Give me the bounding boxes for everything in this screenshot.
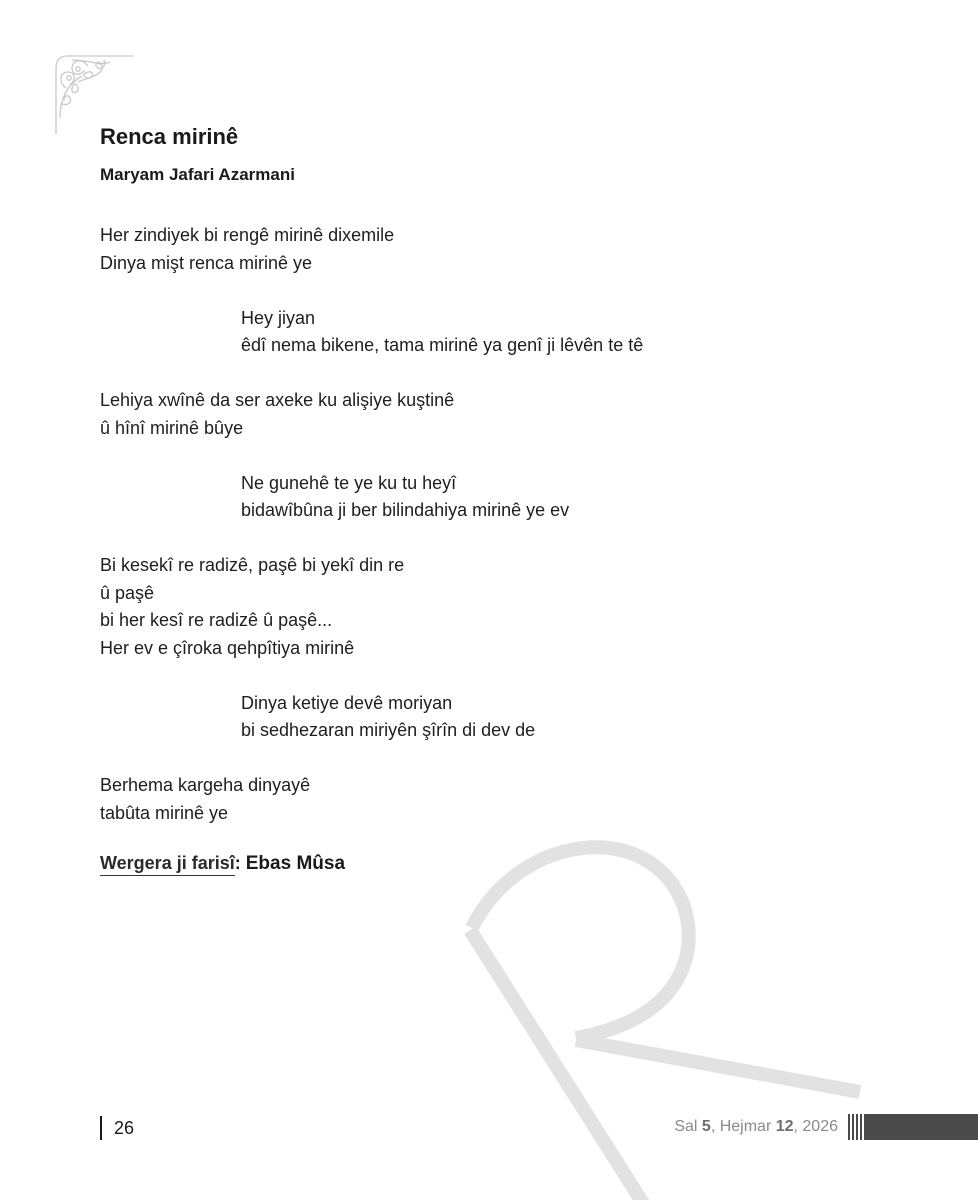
stanza-5	[100, 552, 900, 662]
page-number-footer	[100, 1116, 134, 1140]
poem-line: Her ev e çîroka qehpîtiya mirinê	[100, 637, 355, 658]
poem-line: êdî nema bikene, tama mirinê ya genî ji lêvên te tê	[241, 335, 644, 355]
translator-credit	[100, 849, 900, 878]
stanza-2	[100, 305, 900, 360]
poem-line: Hey jiyan	[241, 307, 316, 328]
stripe	[848, 1114, 850, 1140]
poem-title: Renca mirinê	[100, 124, 239, 149]
issue-prefix: Sal	[674, 1118, 698, 1135]
poem-line: Dinya mişt renca mirinê ye	[100, 252, 313, 273]
issue-year: , 2026	[793, 1118, 838, 1135]
issue-footer	[674, 1114, 978, 1140]
stripe-block	[864, 1114, 978, 1140]
stanza-3	[100, 387, 900, 442]
footer-divider	[100, 1116, 102, 1140]
stanza-6	[100, 690, 900, 745]
barcode-stripes	[848, 1114, 978, 1140]
letter-r-watermark-icon	[440, 830, 920, 1200]
poem-line: Her zindiyek bi rengê mirinê dixemile	[100, 225, 395, 245]
issue-mid: , Hejmar	[710, 1118, 772, 1135]
poem-line: Berhema kargeha dinyayê	[100, 775, 311, 795]
issue-info	[674, 1118, 838, 1136]
stanza-7	[100, 772, 900, 827]
poem-line: tabûta mirinê ye	[100, 802, 229, 823]
page-number: 26	[114, 1117, 135, 1138]
year-number: 5	[701, 1118, 711, 1135]
poem-line: û paşê	[100, 582, 155, 603]
poem-line: Bi kesekî re radizê, paşê bi yekî din re	[100, 555, 405, 575]
poem-line: û hînî mirinê bûye	[100, 417, 244, 438]
translator-name: Ebas Mûsa	[245, 852, 346, 874]
poem-line: bi sedhezaran miriyên şîrîn di dev de	[241, 720, 536, 740]
translator-separator: :	[234, 852, 241, 873]
author-name: Maryam Jafari Azarmani	[100, 165, 295, 184]
issue-number: 12	[775, 1118, 794, 1135]
translator-label: Wergera ji farisî	[100, 853, 235, 876]
stripe	[856, 1114, 858, 1140]
poem-body	[100, 222, 900, 827]
stripe	[852, 1114, 854, 1140]
poem-line: Lehiya xwînê da ser axeke ku alişiye kuştinê	[100, 390, 455, 410]
article-content	[100, 120, 900, 878]
stripe	[860, 1114, 862, 1140]
poem-line: Ne gunehê te ye ku tu heyî	[241, 472, 457, 493]
stanza-4	[100, 470, 900, 525]
poem-line: bidawîbûna ji ber bilindahiya mirinê ye ev	[241, 500, 570, 520]
stanza-1	[100, 222, 900, 277]
poem-line: Dinya ketiye devê moriyan	[241, 692, 453, 713]
poem-line: bi her kesî re radizê û paşê...	[100, 610, 333, 630]
